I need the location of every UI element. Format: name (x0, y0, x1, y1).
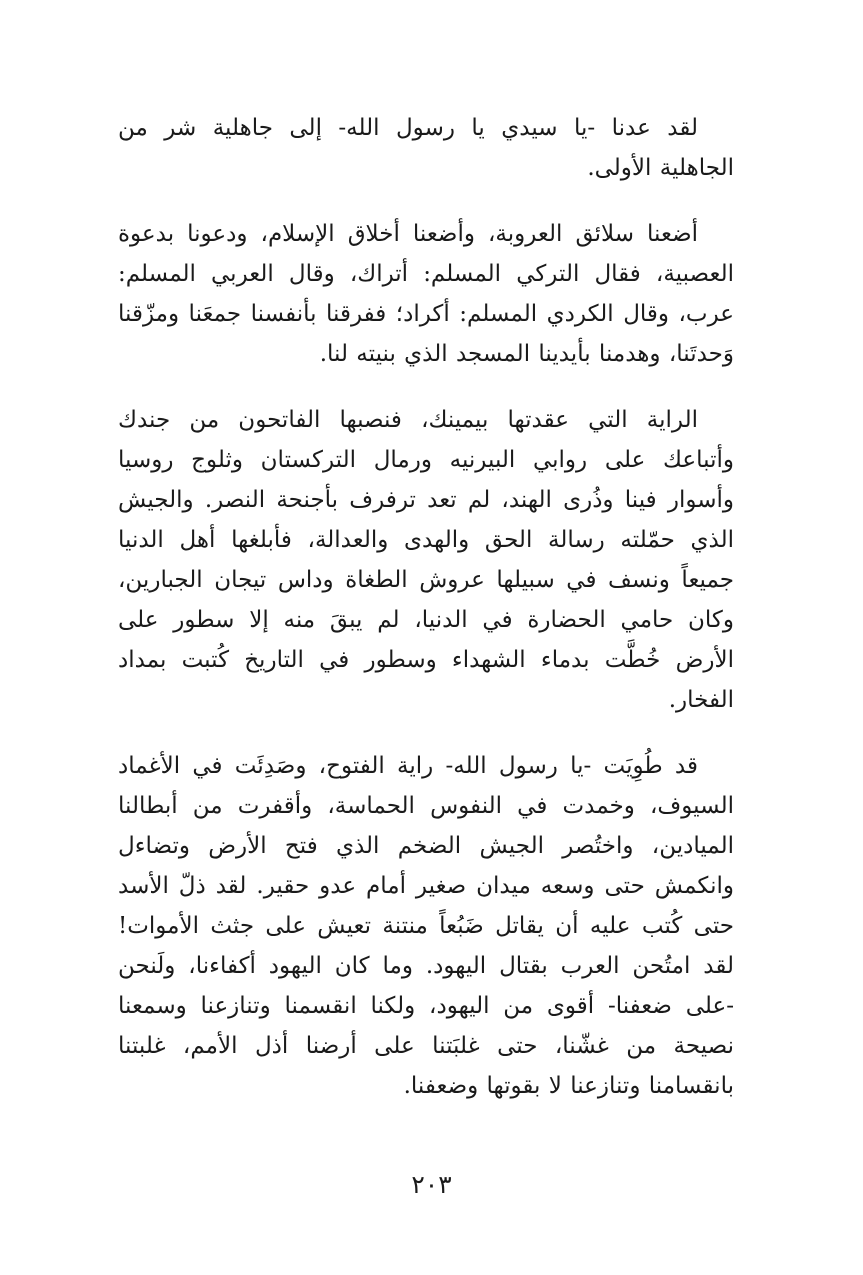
paragraph-1: لقد عدنا -يا سيدي يا رسول الله- إلى جاهلية شر من الجاهلية الأولى. (118, 115, 734, 181)
paragraph-4: قد طُوِيَت -يا رسول الله- راية الفتوح، وصَدِئَت في الأغماد السيوف، وخمدت في النفوس الحماسة، وأقفرت من أبطالنا الميادين، واختُصر الجيش الضخم الذي فتح الأرض وتضاءل وانكمش حتى وسعه ميدان صغير أمام عدو حقير. لقد ذلّ الأسد حتى كُتب عليه أن يقاتل ضَبُعاً منتنة تعيش على جثث الأموات! لقد امتُحن العرب بقتال اليهود. وما كان اليهود أكفاءنا، ولَنحن -على ضعفنا- أقوى من اليهود، ولكنا انقسمنا وتنازعنا وسمعنا نصيحة من غشّنا، حتى غلبَتنا على أرضنا أذل الأمم، غلبتنا بانقسامنا وتنازعنا لا بقوتها وضعفنا. (118, 753, 735, 1099)
paragraph-2: أضعنا سلائق العروبة، وأضعنا أخلاق الإسلام، ودعونا بدعوة العصبية، فقال التركي المسلم: أتراك، وقال العربي المسلم: عرب، وقال الكردي المسلم: أكراد؛ ففرقنا بأنفسنا جمعَنا ومزّقنا وَحدتَنا، وهدمنا بأيدينا المسجد الذي بنيته لنا. (118, 221, 734, 367)
body-text (118, 108, 734, 1132)
paragraph-3: الراية التي عقدتها بيمينك، فنصبها الفاتحون من جندك وأتباعك على روابي البيرنيه ورمال التركستان وثلوج روسيا وأسوار فينا وذُرى الهند، لم تعد ترفرف بأجنحة النصر. والجيش الذي حمّلته رسالة الحق والهدى والعدالة، فأبلغها أهل الدنيا جميعاً ونسف في سبيلها عروش الطغاة وداس تيجان الجبارين، وكان حامي الحضارة في الدنيا، لم يبقَ منه إلا سطور على الأرض خُطَّت بدماء الشهداء وسطور في التاريخ كُتبت بمداد الفخار. (118, 407, 734, 713)
page-number: ٢٠٣ (411, 1170, 452, 1199)
